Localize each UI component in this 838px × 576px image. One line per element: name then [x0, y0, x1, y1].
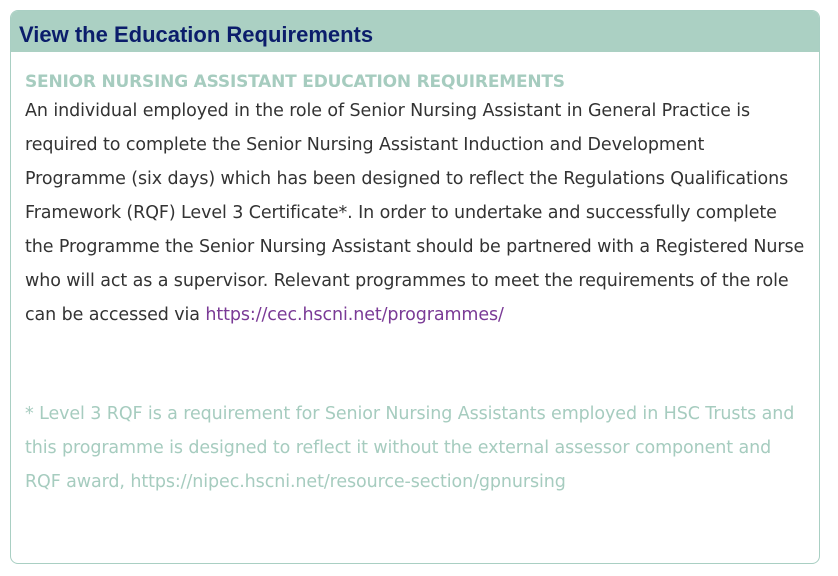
footnote-text: * Level 3 RQF is a requirement for Senior Nursing Assistants employed in HSC Trusts and this programme is designed to reflect it without the external assessor component and RQF award, https://nipec.hscni.net/resource-section/gpnursing: [25, 404, 795, 492]
panel-body: [11, 52, 819, 499]
education-requirements-panel: [10, 10, 820, 564]
requirements-paragraph: [25, 94, 805, 332]
panel-header[interactable]: [11, 11, 819, 52]
section-heading: SENIOR NURSING ASSISTANT EDUCATION REQUIREMENTS: [25, 72, 565, 92]
panel-title: View the Education Requirements: [19, 21, 374, 47]
requirements-text: An individual employed in the role of Senior Nursing Assistant in General Practice is required to complete the Senior Nursing Assistant Induction and Development Programme (six days) which has been designed to reflect the Regulations Qualifications Framework (RQF) Level 3 Certificate*. In order to undertake and successfully complete the Programme the Senior Nursing Assistant should be partnered with a Registered Nurse who will act as a supervisor. Relevant programmes to meet the requirements of the role can be accessed via: [25, 101, 805, 325]
cec-programmes-link[interactable]: https://cec.hscni.net/programmes/: [205, 305, 504, 325]
